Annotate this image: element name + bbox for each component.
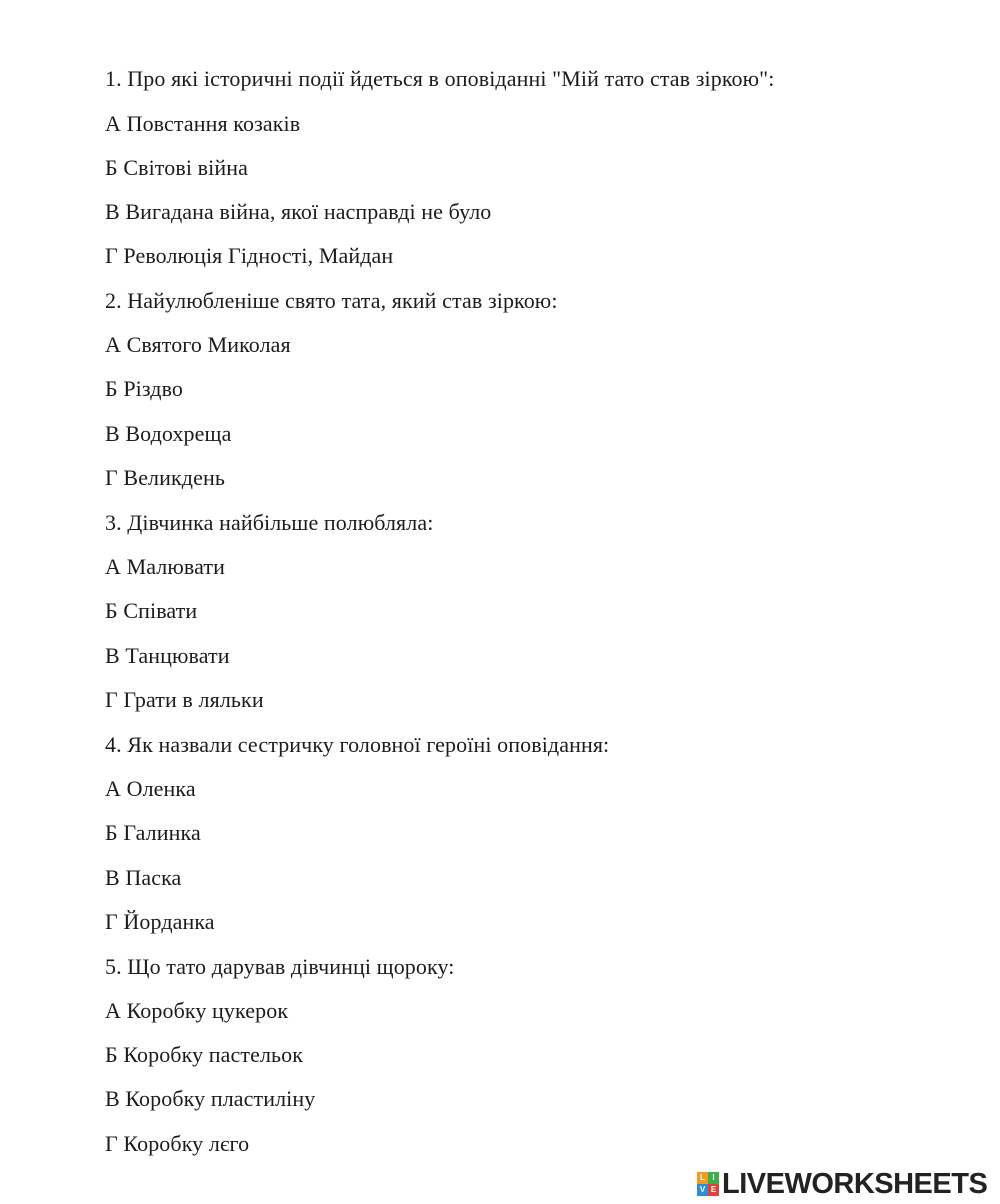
question-1-option-a: А Повстання козаків	[105, 111, 301, 136]
question-3-option-d: Г Грати в ляльки	[105, 687, 264, 712]
question-1-option-b: Б Світові війна	[105, 155, 248, 180]
question-1-option-c: В Вигадана війна, якої насправді не було	[105, 199, 492, 224]
question-3-option-a: А Малювати	[105, 554, 226, 579]
question-4: 4. Як назвали сестричку головної героїні оповідання:	[105, 732, 610, 757]
logo-square-e: E	[708, 1184, 719, 1196]
question-5-option-b: Б Коробку пастельок	[105, 1042, 304, 1067]
question-2-option-c: В Водохреща	[105, 421, 232, 446]
logo-square-v: V	[697, 1184, 708, 1196]
question-4-option-d: Г Йорданка	[105, 909, 215, 934]
question-5-option-c: В Коробку пластиліну	[105, 1086, 316, 1111]
question-2-option-b: Б Різдво	[105, 376, 184, 401]
question-2: 2. Найулюбленіше свято тата, який став зіркою:	[105, 288, 558, 313]
question-1: 1. Про які історичні події йдеться в оповіданні "Мій тато став зіркою":	[105, 66, 775, 91]
logo-square-i: I	[708, 1172, 719, 1184]
question-2-option-a: А Святого Миколая	[105, 332, 291, 357]
question-4-option-c: В Паска	[105, 865, 182, 890]
liveworksheets-logo-icon	[697, 1172, 719, 1196]
question-2-option-d: Г Великдень	[105, 465, 225, 490]
question-5-option-a: А Коробку цукерок	[105, 998, 289, 1023]
question-1-option-d: Г Революція Гідності, Майдан	[105, 243, 394, 268]
question-4-option-b: Б Галинка	[105, 820, 201, 845]
question-4-option-a: А Оленка	[105, 776, 196, 801]
question-3-option-c: В Танцювати	[105, 643, 230, 668]
logo-square-l: L	[697, 1172, 708, 1184]
liveworksheets-logo-text: LIVEWORKSHEETS	[722, 1167, 988, 1200]
question-3-option-b: Б Співати	[105, 598, 198, 623]
question-5-option-d: Г Коробку лєго	[105, 1131, 250, 1156]
question-3: 3. Дівчинка найбільше полюбляла:	[105, 510, 434, 535]
liveworksheets-logo	[697, 1166, 987, 1202]
question-5: 5. Що тато дарував дівчинці щороку:	[105, 954, 455, 979]
